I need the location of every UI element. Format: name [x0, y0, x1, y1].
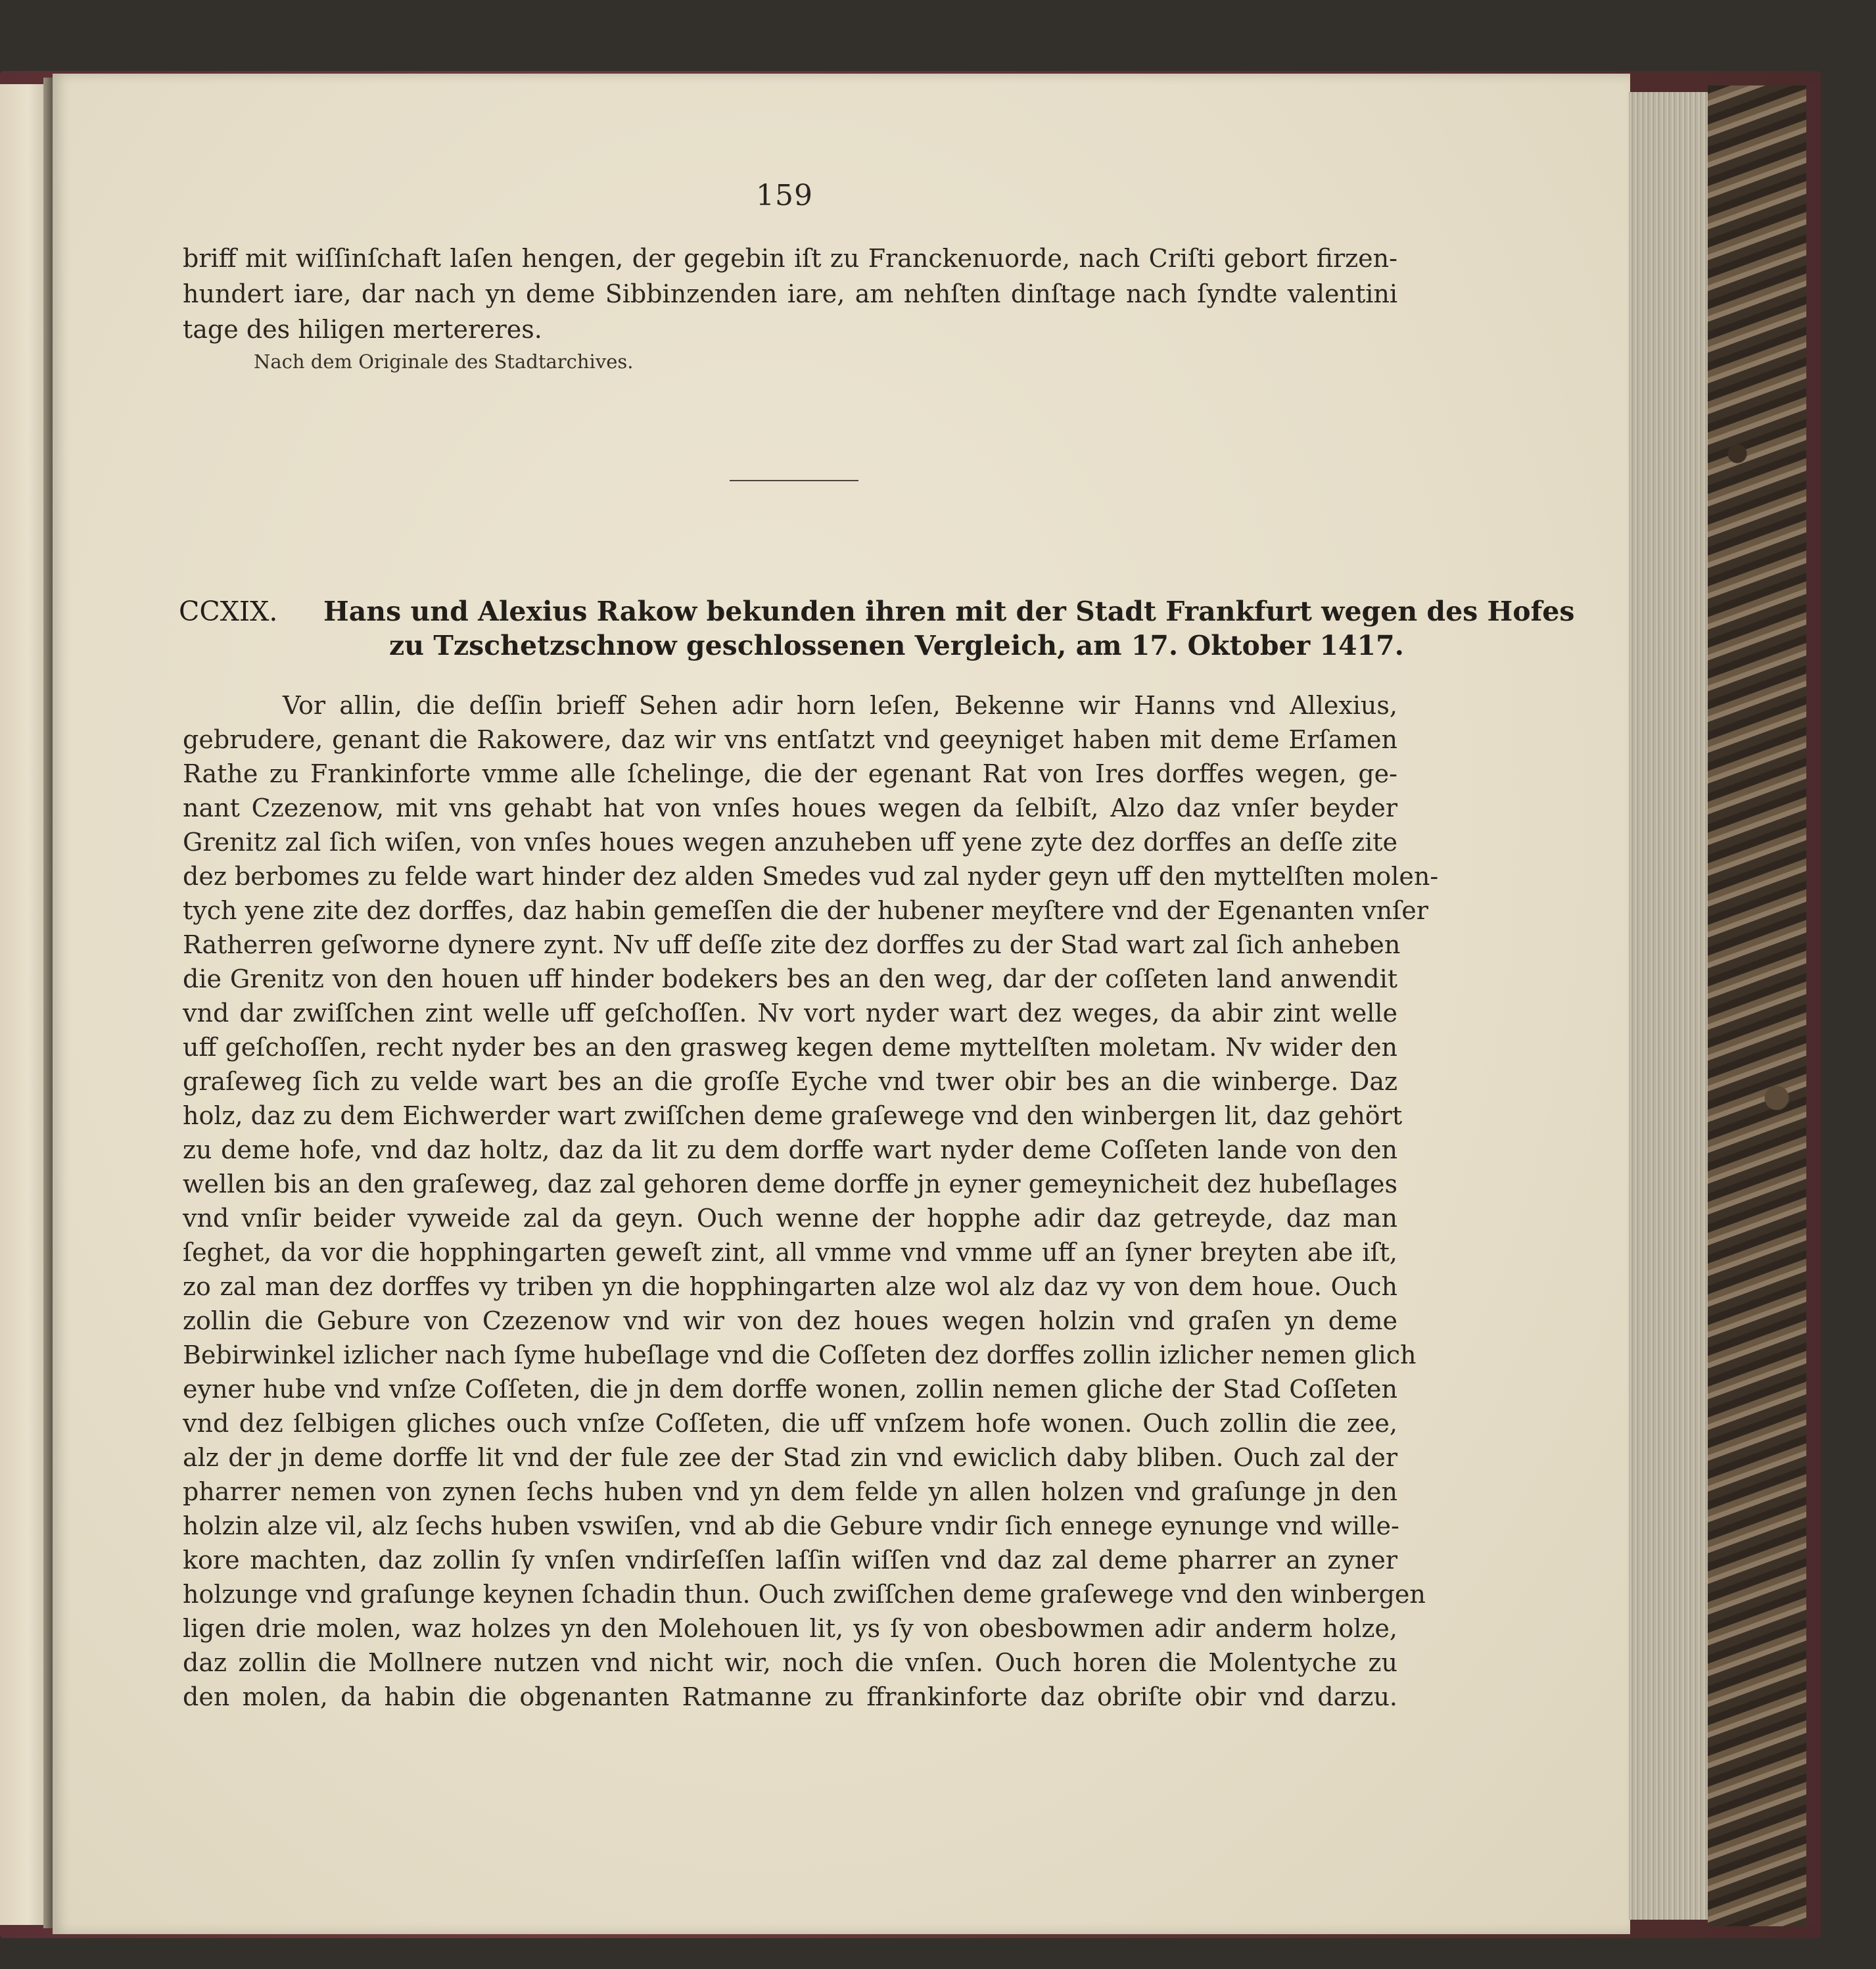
- body-line: Ratherren geſworne dynere zynt. Nv uff deſſe zite dez dorffes zu der Stad wart zal ſich anheben: [183, 930, 1401, 959]
- body-line: uff geſchoſſen, recht nyder bes an den grasweg kegen deme myttelſten moletam. Nv wider den: [183, 1033, 1397, 1062]
- body-line: nant Czezenow, mit vns gehabt hat von vnſes houes wegen da ſelbiſt, Alzo daz vnſer beyder: [183, 794, 1397, 822]
- body-line: ſeghet, da vor die hopphingarten geweſt zint, all vmme vnd vmme uff an ſyner breyten abe iſt,: [183, 1238, 1397, 1267]
- section-divider: [730, 480, 858, 481]
- body-line: gebrudere, genant die Rakowere, daz wir vns entſatzt vnd geeyniget haben mit deme Erſamen: [183, 725, 1397, 754]
- book-gutter: [43, 78, 53, 1928]
- body-line: alz der jn deme dorffe lit vnd der fule zee der Stad zin vnd ewiclich daby bliben. Ouch zal der: [183, 1443, 1397, 1472]
- text-line: briff mit wiſſinſchaft laſen hengen, der gegebin iſt zu Franckenuorde, nach Criſti gebort firzen-: [183, 244, 1397, 273]
- document-heading-line: zu Tzschetzschnow geschlossenen Vergleich, am 17. Oktober 1417.: [389, 630, 1404, 661]
- body-line: vnd vnſir beider vyweide zal da geyn. Ouch wenne der hopphe adir daz getreyde, daz man: [183, 1204, 1397, 1233]
- body-line: holzunge vnd graſunge keynen ſchadin thun. Ouch zwiſſchen deme graſewege vnd den winbergen: [183, 1580, 1426, 1609]
- document-number: CCXIX.: [179, 596, 278, 627]
- body-line: pharrer nemen von zynen ſechs huben vnd yn dem felde yn allen holzen vnd graſunge jn den: [183, 1477, 1397, 1506]
- page-number: 159: [756, 179, 813, 212]
- text-line: tage des hiligen mertereres.: [183, 315, 542, 344]
- body-line: Grenitz zal ſich wiſen, von vnſes houes wegen anzuheben uff yene zyte dez dorffes an deſſe zite: [183, 828, 1397, 857]
- left-page-edge: [0, 84, 46, 1925]
- body-line: vnd dar zwiſſchen zint welle uff geſchoſſen. Nv vort nyder wart dez weges, da abir zint welle: [183, 999, 1397, 1028]
- body-line: die Grenitz von den houen uff hinder bodekers bes an den weg, dar der coſſeten land anwendit: [183, 964, 1397, 993]
- marbled-board-edge: [1708, 85, 1816, 1926]
- document-heading-line: Hans und Alexius Rakow bekunden ihren mit der Stadt Frankfurt wegen des Hofes: [323, 596, 1575, 627]
- body-line: dez berbomes zu felde wart hinder dez alden Smedes vud zal nyder geyn uff den myttelſten molen-: [183, 862, 1439, 891]
- body-line: daz zollin die Mollnere nutzen vnd nicht wir, noch die vnſen. Ouch horen die Molentyche zu: [183, 1648, 1397, 1677]
- body-line: graſeweg ſich zu velde wart bes an die groſſe Eyche vnd twer obir bes an die winberge. Daz: [183, 1067, 1397, 1096]
- body-line: wellen bis an den graſeweg, daz zal gehoren deme dorffe jn eyner gemeynicheit dez hubeſlages: [183, 1170, 1397, 1198]
- body-line: tych yene zite dez dorffes, daz habin gemeſſen die der hubener meyſtere vnd der Egenanten vnſer: [183, 896, 1428, 925]
- body-line: kore machten, daz zollin ſy vnſen vndirſeſſen laſſin wiſſen vnd daz zal deme pharrer an zyner: [183, 1546, 1397, 1575]
- body-line: Bebirwinkel izlicher nach ſyme hubeſlage vnd die Coſſeten dez dorffes zollin izlicher nemen glich: [183, 1340, 1417, 1369]
- body-line: holzin alze vil, alz ſechs huben vswiſen, vnd ab die Gebure vndir ſich ennege eynunge vnd wille-: [183, 1511, 1399, 1540]
- body-line: Vor allin, die deſſin brieff Sehen adir horn leſen, Bekenne wir Hanns vnd Allexius,: [283, 691, 1397, 720]
- body-line: den molen, da habin die obgenanten Ratmanne zu ffrankinforte daz obriſte obir vnd darzu.: [183, 1682, 1397, 1711]
- body-line: holz, daz zu dem Eichwerder wart zwiſſchen deme graſewege vnd den winbergen lit, daz gehört: [183, 1101, 1403, 1130]
- text-line: hundert iare, dar nach yn deme Sibbinzenden iare, am nehſten dinſtage nach ſyndte valentini: [183, 279, 1397, 308]
- source-note: Nach dem Originale des Stadtarchives.: [254, 350, 634, 373]
- page-stack-edge: [1629, 92, 1708, 1920]
- body-line: ligen drie molen, waz holzes yn den Molehouen lit, ys ſy von obesbowmen adir anderm holze,: [183, 1614, 1397, 1643]
- body-line: eyner hube vnd vnſze Coſſeten, die jn dem dorffe wonen, zollin nemen gliche der Stad Coſſeten: [183, 1375, 1397, 1404]
- body-line: vnd dez ſelbigen gliches ouch vnſze Coſſeten, die uff vnſzem hofe wonen. Ouch zollin die zee,: [183, 1409, 1397, 1438]
- body-line: Rathe zu Frankinforte vmme alle ſchelinge, die der egenant Rat von Ires dorffes wegen, ge-: [183, 759, 1397, 788]
- body-line: zu deme hofe, vnd daz holtz, daz da lit zu dem dorffe wart nyder deme Coſſeten lande von den: [183, 1135, 1397, 1164]
- body-line: zo zal man dez dorffes vy triben yn die hopphingarten alze wol alz daz vy von dem houe. Ouch: [183, 1272, 1397, 1301]
- body-line: zollin die Gebure von Czezenow vnd wir von dez houes wegen holzin vnd graſen yn deme: [183, 1306, 1397, 1335]
